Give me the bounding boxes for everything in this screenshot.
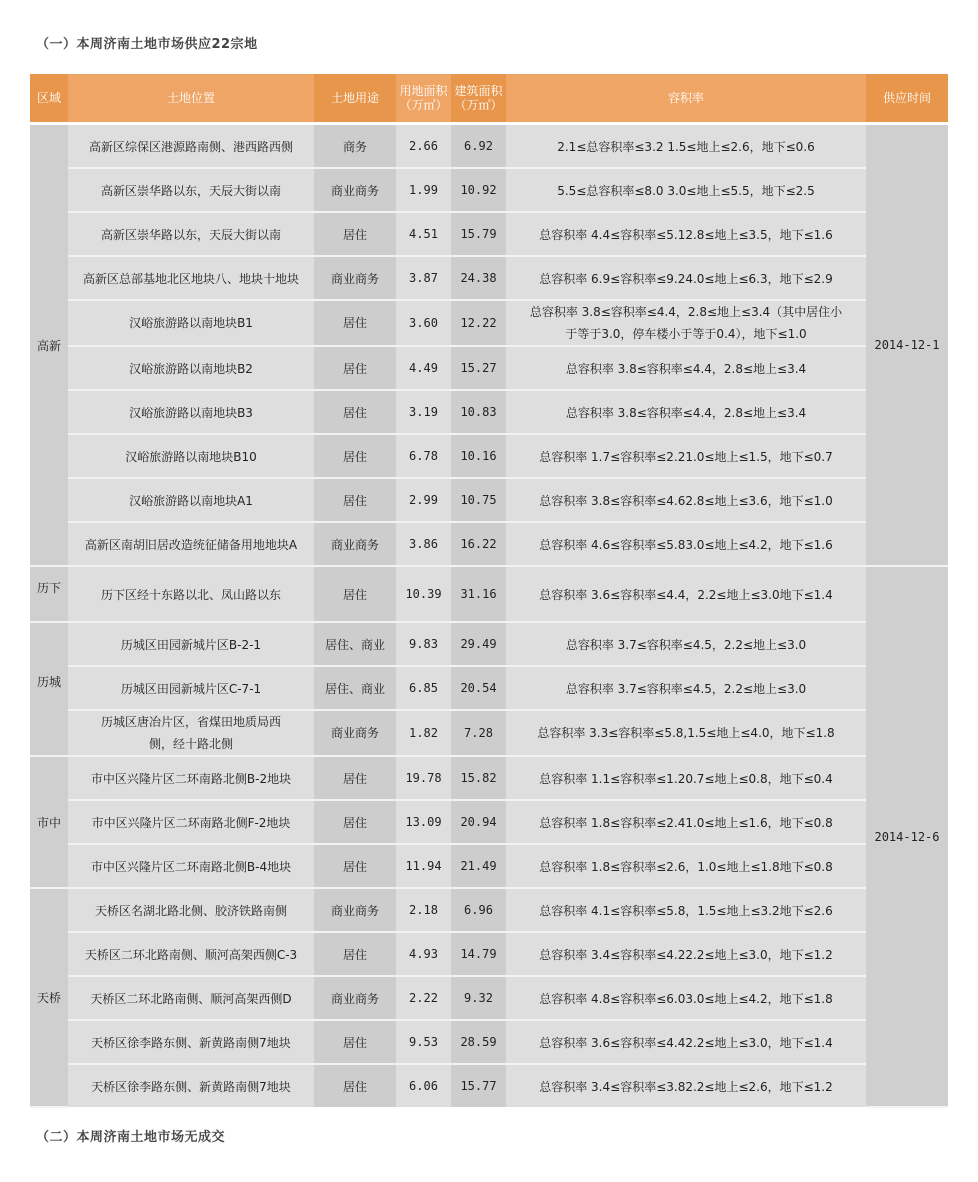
header-build-area-label: 建筑面积 — [454, 84, 503, 98]
land-area-cell: 2.18 — [396, 888, 451, 932]
plot-ratio-cell: 总容积率 1.7≤容积率≤2.21.0≤地上≤1.5，地下≤0.7 — [506, 434, 866, 478]
header-supply-date: 供应时间 — [866, 74, 948, 124]
land-area-cell: 6.78 — [396, 434, 451, 478]
build-area-cell: 10.75 — [451, 478, 506, 522]
build-area-cell: 10.83 — [451, 390, 506, 434]
header-land-area-label: 用地面积 — [399, 84, 448, 98]
use-cell: 居住 — [314, 346, 396, 390]
use-cell: 居住 — [314, 1020, 396, 1064]
build-area-cell: 10.16 — [451, 434, 506, 478]
table-header-row — [30, 74, 948, 124]
location-cell: 汉峪旅游路以南地块B10 — [68, 434, 314, 478]
plot-ratio-cell: 总容积率 3.8≤容积率≤4.4，2.8≤地上≤3.4 — [506, 346, 866, 390]
use-cell: 居住 — [314, 478, 396, 522]
land-area-cell: 1.99 — [396, 168, 451, 212]
location-cell: 高新区崇华路以东，天辰大街以南 — [68, 212, 314, 256]
location-cell: 汉峪旅游路以南地块B3 — [68, 390, 314, 434]
build-area-cell: 6.96 — [451, 888, 506, 932]
build-area-cell: 16.22 — [451, 522, 506, 566]
section-heading-transactions: （二）本周济南土地市场无成交 — [36, 1130, 226, 1145]
plot-ratio-cell: 总容积率 1.1≤容积率≤1.20.7≤地上≤0.8，地下≤0.4 — [506, 756, 866, 800]
land-area-cell: 3.87 — [396, 256, 451, 300]
header-land-area-unit: （万㎡） — [399, 98, 448, 112]
table-row — [30, 976, 948, 1020]
plot-ratio-cell: 总容积率 3.6≤容积率≤4.4，2.2≤地上≤3.0地下≤1.4 — [506, 566, 866, 622]
location-cell: 汉峪旅游路以南地块A1 — [68, 478, 314, 522]
use-cell: 商业商务 — [314, 710, 396, 756]
land-area-cell: 13.09 — [396, 800, 451, 844]
build-area-cell: 24.38 — [451, 256, 506, 300]
use-cell: 居住 — [314, 800, 396, 844]
use-cell: 居住 — [314, 434, 396, 478]
land-area-cell: 4.49 — [396, 346, 451, 390]
table-row — [30, 1020, 948, 1064]
table-row — [30, 1064, 948, 1107]
plot-ratio-cell: 总容积率 3.4≤容积率≤3.82.2≤地上≤2.6，地下≤1.2 — [506, 1064, 866, 1107]
header-build-area — [451, 74, 506, 124]
table-row — [30, 390, 948, 434]
plot-ratio-cell: 总容积率 6.9≤容积率≤9.24.0≤地上≤6.3，地下≤2.9 — [506, 256, 866, 300]
location-cell: 市中区兴隆片区二环南路北侧B-2地块 — [68, 756, 314, 800]
table-row — [30, 124, 948, 169]
land-area-cell: 11.94 — [396, 844, 451, 888]
use-cell: 居住、商业 — [314, 622, 396, 666]
use-cell: 居住 — [314, 844, 396, 888]
build-area-cell: 6.92 — [451, 124, 506, 169]
land-area-cell: 19.78 — [396, 756, 451, 800]
header-location: 土地位置 — [68, 74, 314, 124]
location-cell: 天桥区二环北路南侧、顺河高架西侧C-3 — [68, 932, 314, 976]
table-row — [30, 212, 948, 256]
location-cell: 历城区田园新城片区B-2-1 — [68, 622, 314, 666]
location-cell: 历下区经十东路以北、凤山路以东 — [68, 566, 314, 622]
region-cell: 市中 — [30, 756, 68, 888]
region-cell: 高新 — [30, 124, 68, 567]
build-area-cell: 15.77 — [451, 1064, 506, 1107]
land-area-cell: 2.22 — [396, 976, 451, 1020]
use-cell: 商业商务 — [314, 888, 396, 932]
plot-ratio-cell: 总容积率 1.8≤容积率≤2.6，1.0≤地上≤1.8地下≤0.8 — [506, 844, 866, 888]
table-row — [30, 346, 948, 390]
table-row — [30, 756, 948, 800]
build-area-cell: 15.79 — [451, 212, 506, 256]
table-row — [30, 888, 948, 932]
location-cell: 天桥区二环北路南侧、顺河高架西侧D — [68, 976, 314, 1020]
land-area-cell: 2.99 — [396, 478, 451, 522]
build-area-cell: 28.59 — [451, 1020, 506, 1064]
table-row — [30, 844, 948, 888]
land-area-cell: 3.86 — [396, 522, 451, 566]
plot-ratio-cell: 总容积率 3.7≤容积率≤4.5，2.2≤地上≤3.0 — [506, 666, 866, 710]
header-land-area — [396, 74, 451, 124]
plot-ratio-cell: 2.1≤总容积率≤3.2 1.5≤地上≤2.6，地下≤0.6 — [506, 124, 866, 169]
build-area-cell: 14.79 — [451, 932, 506, 976]
use-cell: 居住 — [314, 390, 396, 434]
location-cell: 高新区总部基地北区地块八、地块十地块 — [68, 256, 314, 300]
land-area-cell: 10.39 — [396, 566, 451, 622]
land-area-cell: 6.06 — [396, 1064, 451, 1107]
table-row — [30, 478, 948, 522]
location-cell: 市中区兴隆片区二环南路北侧F-2地块 — [68, 800, 314, 844]
use-cell: 商业商务 — [314, 256, 396, 300]
table-row — [30, 522, 948, 566]
land-area-cell: 3.19 — [396, 390, 451, 434]
land-area-cell: 4.51 — [396, 212, 451, 256]
plot-ratio-cell: 总容积率 3.8≤容积率≤4.62.8≤地上≤3.6，地下≤1.0 — [506, 478, 866, 522]
use-cell: 居住、商业 — [314, 666, 396, 710]
supply-date-cell: 2014-12-6 — [866, 566, 948, 1107]
build-area-cell: 15.27 — [451, 346, 506, 390]
plot-ratio-cell: 总容积率 4.1≤容积率≤5.8，1.5≤地上≤3.2地下≤2.6 — [506, 888, 866, 932]
use-cell: 居住 — [314, 1064, 396, 1107]
location-cell: 市中区兴隆片区二环南路北侧B-4地块 — [68, 844, 314, 888]
build-area-cell: 20.54 — [451, 666, 506, 710]
table-row — [30, 622, 948, 666]
build-area-cell: 29.49 — [451, 622, 506, 666]
plot-ratio-cell: 总容积率 3.8≤容积率≤4.4，2.8≤地上≤3.4（其中居住小于等于3.0，停车楼小于等于0.4），地下≤1.0 — [506, 300, 866, 346]
location-cell: 历城区唐冶片区，省煤田地质局西侧，经十路北侧 — [68, 710, 314, 756]
plot-ratio-cell: 总容积率 4.4≤容积率≤5.12.8≤地上≤3.5，地下≤1.6 — [506, 212, 866, 256]
plot-ratio-cell: 总容积率 1.8≤容积率≤2.41.0≤地上≤1.6，地下≤0.8 — [506, 800, 866, 844]
use-cell: 居住 — [314, 300, 396, 346]
build-area-cell: 7.28 — [451, 710, 506, 756]
supply-date-cell: 2014-12-1 — [866, 124, 948, 567]
build-area-cell: 9.32 — [451, 976, 506, 1020]
header-build-area-unit: （万㎡） — [454, 98, 503, 112]
location-cell: 天桥区名湖北路北侧、胶济铁路南侧 — [68, 888, 314, 932]
build-area-cell: 12.22 — [451, 300, 506, 346]
land-area-cell: 9.53 — [396, 1020, 451, 1064]
plot-ratio-cell: 总容积率 4.6≤容积率≤5.83.0≤地上≤4.2，地下≤1.6 — [506, 522, 866, 566]
region-cell: 历下 — [30, 566, 68, 622]
plot-ratio-cell: 总容积率 3.3≤容积率≤5.8,1.5≤地上≤4.0，地下≤1.8 — [506, 710, 866, 756]
plot-ratio-cell: 总容积率 3.4≤容积率≤4.22.2≤地上≤3.0，地下≤1.2 — [506, 932, 866, 976]
plot-ratio-cell: 5.5≤总容积率≤8.0 3.0≤地上≤5.5，地下≤2.5 — [506, 168, 866, 212]
region-cell: 历城 — [30, 622, 68, 756]
use-cell: 居住 — [314, 566, 396, 622]
header-plot-ratio: 容积率 — [506, 74, 866, 124]
build-area-cell: 10.92 — [451, 168, 506, 212]
table-row — [30, 566, 948, 622]
use-cell: 居住 — [314, 756, 396, 800]
build-area-cell: 15.82 — [451, 756, 506, 800]
plot-ratio-cell: 总容积率 3.6≤容积率≤4.42.2≤地上≤3.0，地下≤1.4 — [506, 1020, 866, 1064]
land-area-cell: 9.83 — [396, 622, 451, 666]
table-row — [30, 710, 948, 756]
use-cell: 商务 — [314, 124, 396, 169]
table-row — [30, 168, 948, 212]
land-area-cell: 6.85 — [396, 666, 451, 710]
location-cell: 汉峪旅游路以南地块B2 — [68, 346, 314, 390]
use-cell: 居住 — [314, 212, 396, 256]
use-cell: 商业商务 — [314, 976, 396, 1020]
table-row — [30, 256, 948, 300]
table-row — [30, 932, 948, 976]
section-heading-supply: （一）本周济南土地市场供应22宗地 — [36, 37, 258, 52]
location-cell: 高新区综保区港源路南侧、港西路西侧 — [68, 124, 314, 169]
location-cell: 历城区田园新城片区C-7-1 — [68, 666, 314, 710]
build-area-cell: 20.94 — [451, 800, 506, 844]
plot-ratio-cell: 总容积率 3.7≤容积率≤4.5，2.2≤地上≤3.0 — [506, 622, 866, 666]
table-row — [30, 300, 948, 346]
land-area-cell: 4.93 — [396, 932, 451, 976]
build-area-cell: 31.16 — [451, 566, 506, 622]
location-cell: 汉峪旅游路以南地块B1 — [68, 300, 314, 346]
location-cell: 天桥区徐李路东侧、新黄路南侧7地块 — [68, 1020, 314, 1064]
use-cell: 居住 — [314, 932, 396, 976]
land-area-cell: 2.66 — [396, 124, 451, 169]
table-row — [30, 800, 948, 844]
location-cell: 高新区南胡旧居改造统征储备用地地块A — [68, 522, 314, 566]
location-cell: 天桥区徐李路东侧、新黄路南侧7地块 — [68, 1064, 314, 1107]
header-region: 区域 — [30, 74, 68, 124]
plot-ratio-cell: 总容积率 3.8≤容积率≤4.4，2.8≤地上≤3.4 — [506, 390, 866, 434]
use-cell: 商业商务 — [314, 522, 396, 566]
region-cell: 天桥 — [30, 888, 68, 1107]
location-cell: 高新区崇华路以东，天辰大街以南 — [68, 168, 314, 212]
land-area-cell: 1.82 — [396, 710, 451, 756]
table-row — [30, 434, 948, 478]
table-row — [30, 666, 948, 710]
land-area-cell: 3.60 — [396, 300, 451, 346]
use-cell: 商业商务 — [314, 168, 396, 212]
plot-ratio-cell: 总容积率 4.8≤容积率≤6.03.0≤地上≤4.2，地下≤1.8 — [506, 976, 866, 1020]
build-area-cell: 21.49 — [451, 844, 506, 888]
header-use: 土地用途 — [314, 74, 396, 124]
land-supply-table — [30, 74, 948, 1108]
